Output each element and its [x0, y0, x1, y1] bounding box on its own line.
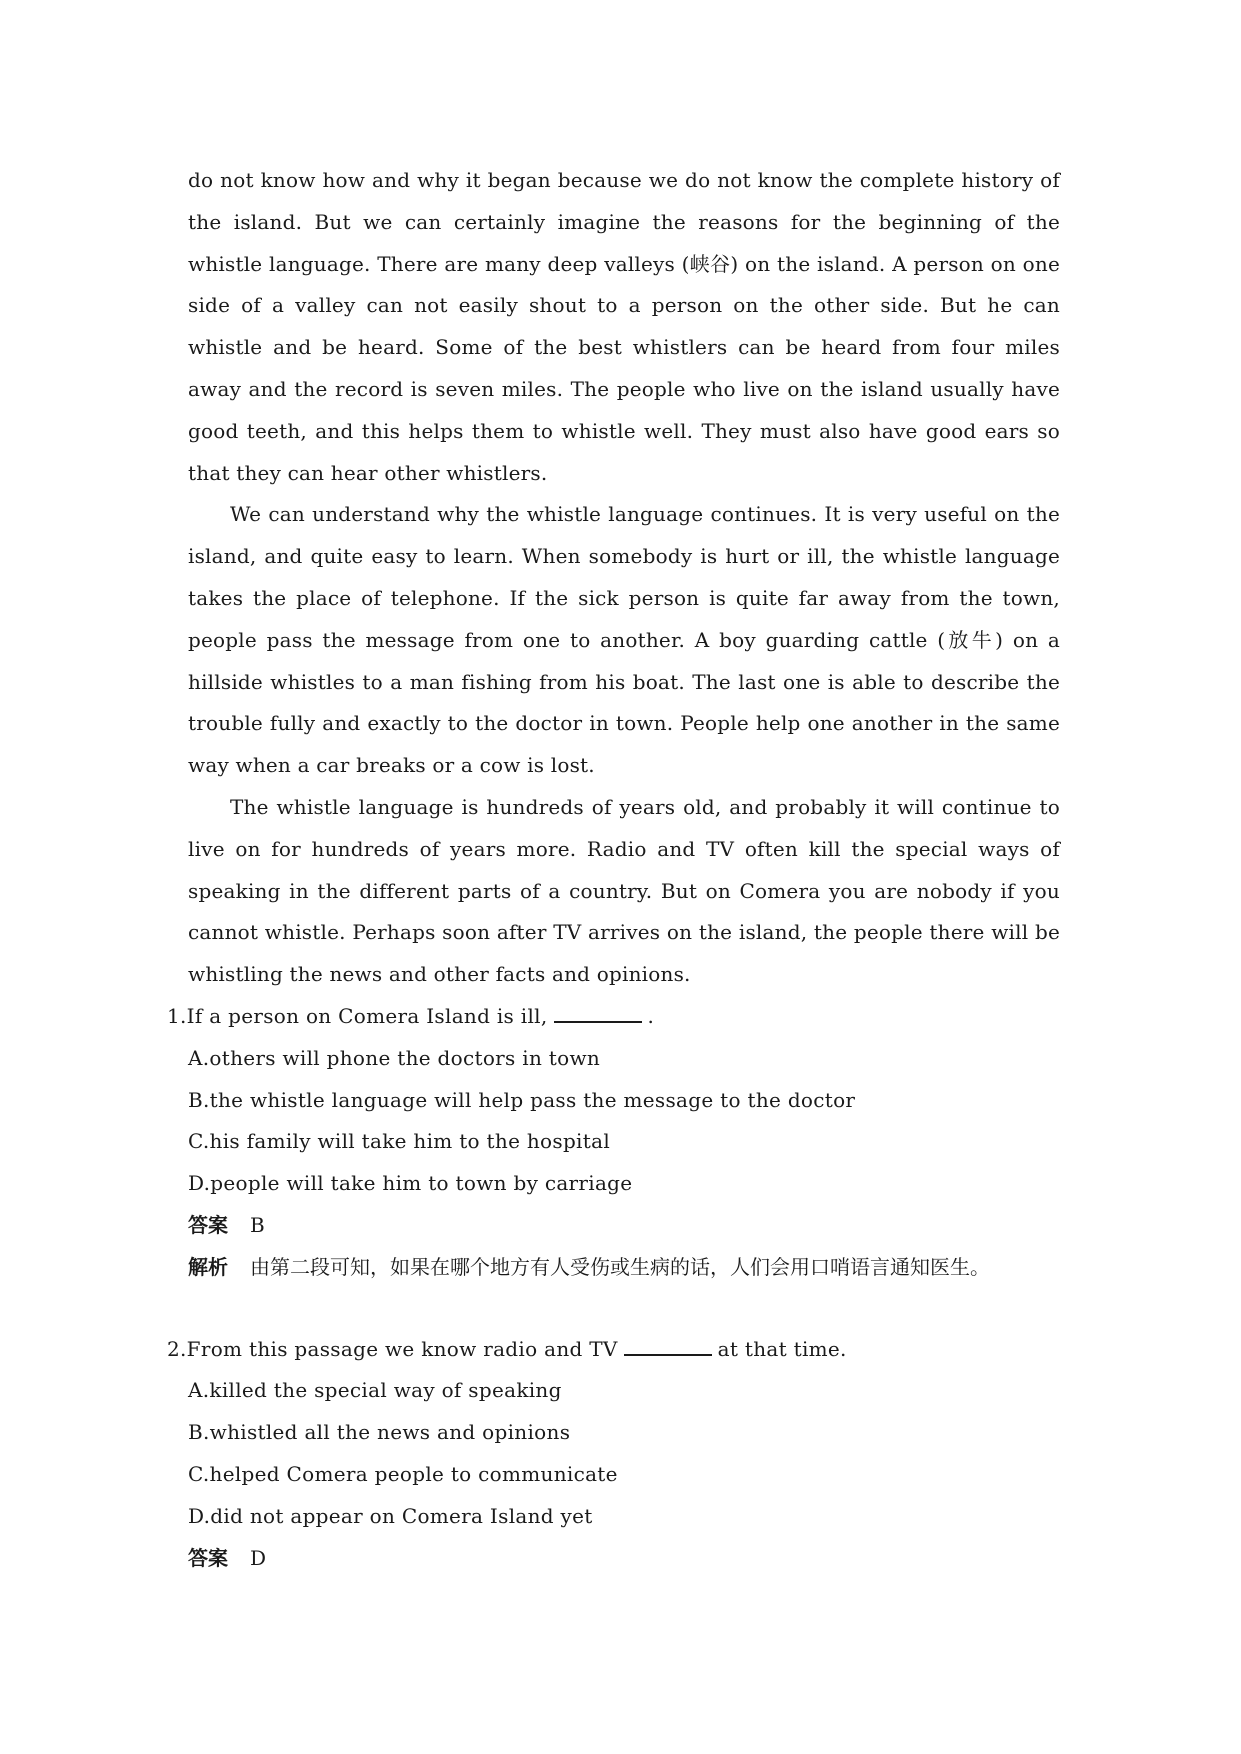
- passage-paragraph-1: do not know how and why it began because we do not know the complete history of the island. But we can certainly imagine the reasons for the beginning of the whistle language. There are many deep valleys (峡谷) on the island. A person on one side of a valley can not easily shout to a person on the other side. But he can whistle and be heard. Some of the best whistlers can be heard from four miles away and the record is seven miles. The people who live on the island usually have good teeth, and this helps them to whistle well. They must also have good ears so that they can hear other whistlers.: [188, 168, 1060, 485]
- option-d: D.did not appear on Comera Island yet: [188, 1503, 593, 1528]
- question-1-options: [167, 1038, 1060, 1205]
- question-1-stem: [167, 996, 1060, 1038]
- answer-value: B: [250, 1212, 265, 1237]
- answer-label: 答案: [188, 1212, 228, 1237]
- option-b: B.whistled all the news and opinions: [188, 1420, 571, 1445]
- question-1-stem-end: .: [647, 1003, 655, 1028]
- question-1: [167, 996, 1060, 1289]
- analysis-text: 由第二段可知，如果在哪个地方有人受伤或生病的话，人们会用口哨语言通知医生。: [250, 1254, 990, 1279]
- option-b: B.the whistle language will help pass the message to the doctor: [188, 1087, 856, 1112]
- question-1-answer: [167, 1205, 1060, 1247]
- question-2-stem-text: 2.From this passage we know radio and TV: [167, 1336, 618, 1361]
- analysis-label: 解析: [188, 1254, 228, 1279]
- question-2-options: [167, 1370, 1060, 1537]
- answer-label: 答案: [188, 1545, 228, 1570]
- option-a: A.others will phone the doctors in town: [188, 1045, 601, 1070]
- answer-blank: [554, 1003, 642, 1023]
- option-d: D.people will take him to town by carriage: [188, 1171, 633, 1196]
- question-1-stem-text: 1.If a person on Comera Island is ill,: [167, 1003, 548, 1028]
- question-1-analysis: [167, 1247, 1060, 1289]
- document-page: [167, 160, 1060, 1579]
- question-2-stem: [167, 1329, 1060, 1371]
- passage-paragraph-3: The whistle language is hundreds of years old, and probably it will continue to live on for hundreds of years more. Radio and TV often kill the special ways of speaking in the different parts of a country. But on Comera you are nobody if you cannot whistle. Perhaps soon after TV arrives on the island, the people there will be whistling the news and other facts and opinions.: [188, 794, 1060, 987]
- option-c: C.his family will take him to the hospital: [188, 1129, 611, 1154]
- option-c: C.helped Comera people to communicate: [188, 1461, 618, 1486]
- question-2-answer: [167, 1538, 1060, 1580]
- passage-paragraph-2: We can understand why the whistle language continues. It is very useful on the island, and quite easy to learn. When somebody is hurt or ill, the whistle language takes the place of telephone. If the sick person is quite far away from the town, people pass the message from one to another. A boy guarding cattle (放牛) on a hillside whistles to a man fishing from his boat. The last one is able to describe the trouble fully and exactly to the doctor in town. People help one another in the same way when a car breaks or a cow is lost.: [188, 502, 1060, 778]
- option-a: A.killed the special way of speaking: [188, 1378, 562, 1403]
- spacer: [188, 1289, 1060, 1329]
- question-2: [167, 1329, 1060, 1580]
- answer-blank: [624, 1336, 712, 1356]
- question-2-stem-end: at that time.: [717, 1336, 847, 1361]
- answer-value: D: [250, 1545, 267, 1570]
